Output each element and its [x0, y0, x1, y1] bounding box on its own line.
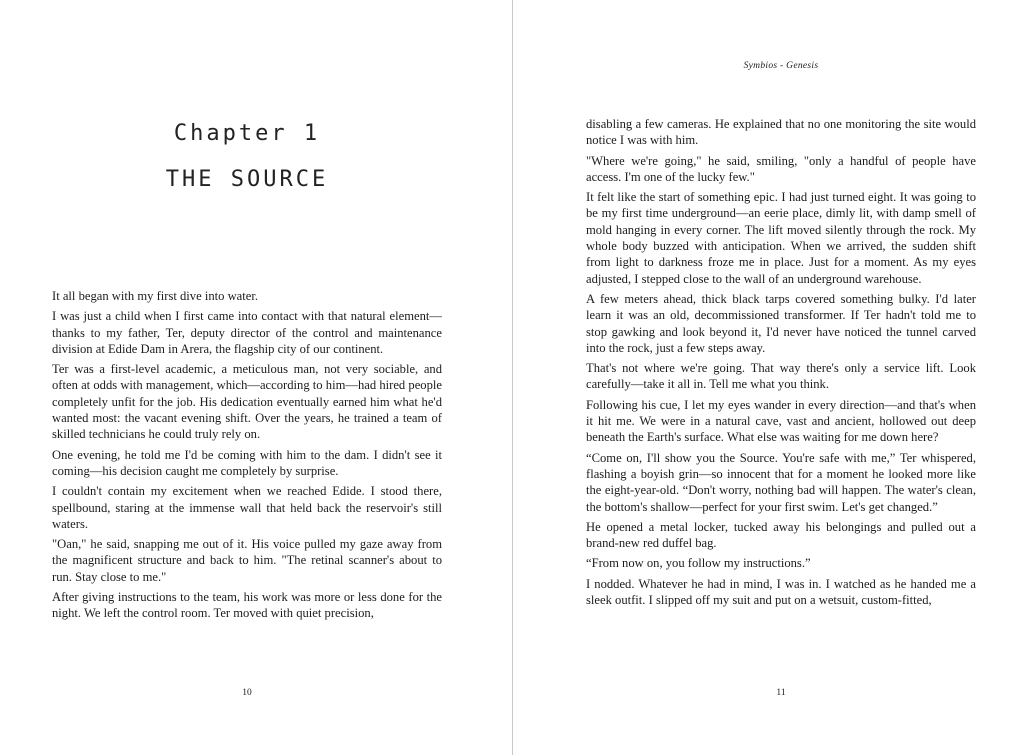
paragraph: It all began with my first dive into water.	[52, 289, 259, 303]
chapter-number: Chapter 1	[173, 121, 321, 146]
paragraph: Following his cue, I let my eyes wander in every direction—and that's when it hit me. We were in a natural cave, vast and ancient, hollowed out deep beneath the Earth's surface. What else was waiting for me down here?	[586, 397, 976, 445]
paragraph: “Come on, I'll show you the Source. You're safe with me,” Ter whispered, flashing a boyish grin—so innocent that for a moment he looked more like the eight-year-old. “Don't worry, nothing bad will happen. The water's clean, the bottom's shallow—perfect for your first swim. Let's get changed.”	[586, 450, 976, 514]
left-page-text	[52, 288, 442, 626]
paragraph: Ter was a first-level academic, a meticulous man, not very sociable, and often at odds with management, which—according to him—had hired people completely unfit for the job. His dedication eventually earned him what he'd wanted most: the vacant evening shift. Over the years, he trained a team of skilled technicians he could truly rely on.	[52, 362, 442, 442]
running-head: Symbios - Genesis	[743, 61, 819, 71]
page-number: 10	[242, 688, 252, 698]
paragraph: That's not where we're going. That way there's only a service lift. Look carefully—take it all in. Tell me what you think.	[586, 361, 976, 392]
chapter-title	[52, 118, 442, 196]
paragraph: A few meters ahead, thick black tarps covered something bulky. I'd later learn it was an old, decommissioned transformer. If Ter hadn't told me to stop gawking and look beyond it, I'd never have noticed the tunnel carved into the rock, just a few steps away.	[586, 291, 976, 355]
paragraph: He opened a metal locker, tucked away his belongings and pulled out a brand-new red duffel bag.	[586, 519, 976, 551]
paragraph: One evening, he told me I'd be coming with him to the dam. I didn't see it coming—his decision caught me completely by surprise.	[52, 447, 442, 478]
paragraph: "Where we're going," he said, smiling, "only a handful of people have access. I'm one of the lucky few."	[586, 153, 976, 184]
paragraph: I was just a child when I first came into contact with that natural element—thanks to my father, Ter, deputy director of the control and maintenance division at Edide Dam in Arera, the flagship city of our continent.	[52, 309, 442, 356]
paragraph: "Oan," he said, snapping me out of it. His voice pulled my gaze away from the magnificent structure and back to him. "The retinal scanner's about to run. Stay close to me."	[52, 537, 442, 584]
right-page	[513, 0, 1024, 755]
paragraph: disabling a few cameras. He explained that no one monitoring the site would notice I was with him.	[586, 117, 976, 148]
paragraph: It felt like the start of something epic. I had just turned eight. It was going to be my first time underground—an eerie place, dimly lit, with damp smell of mold hanging in every corner. The lift moved silently through the rock. My whole body buzzed with anticipation. When we arrived, the sudden shift from light to darkness froze me in place. Just for a moment. As my eyes adjusted, I stepped close to the wall of an underground warehouse.	[586, 190, 976, 286]
paragraph: After giving instructions to the team, his work was more or less done for the night. We left the control room. Ter moved with quiet precision,	[52, 590, 442, 621]
right-page-text	[586, 116, 976, 612]
paragraph: I couldn't contain my excitement when we reached Edide. I stood there, spellbound, staring at the immense wall that held back the reservoir's still waters.	[52, 484, 442, 531]
paragraph: “From now on, you follow my instructions.”	[586, 556, 811, 571]
paragraph: I nodded. Whatever he had in mind, I was in. I watched as he handed me a sleek outfit. I slipped off my suit and put on a wetsuit, custom-fitted,	[586, 576, 976, 608]
chapter-name: THE SOURCE	[165, 167, 329, 192]
page-number: 11	[776, 688, 786, 698]
